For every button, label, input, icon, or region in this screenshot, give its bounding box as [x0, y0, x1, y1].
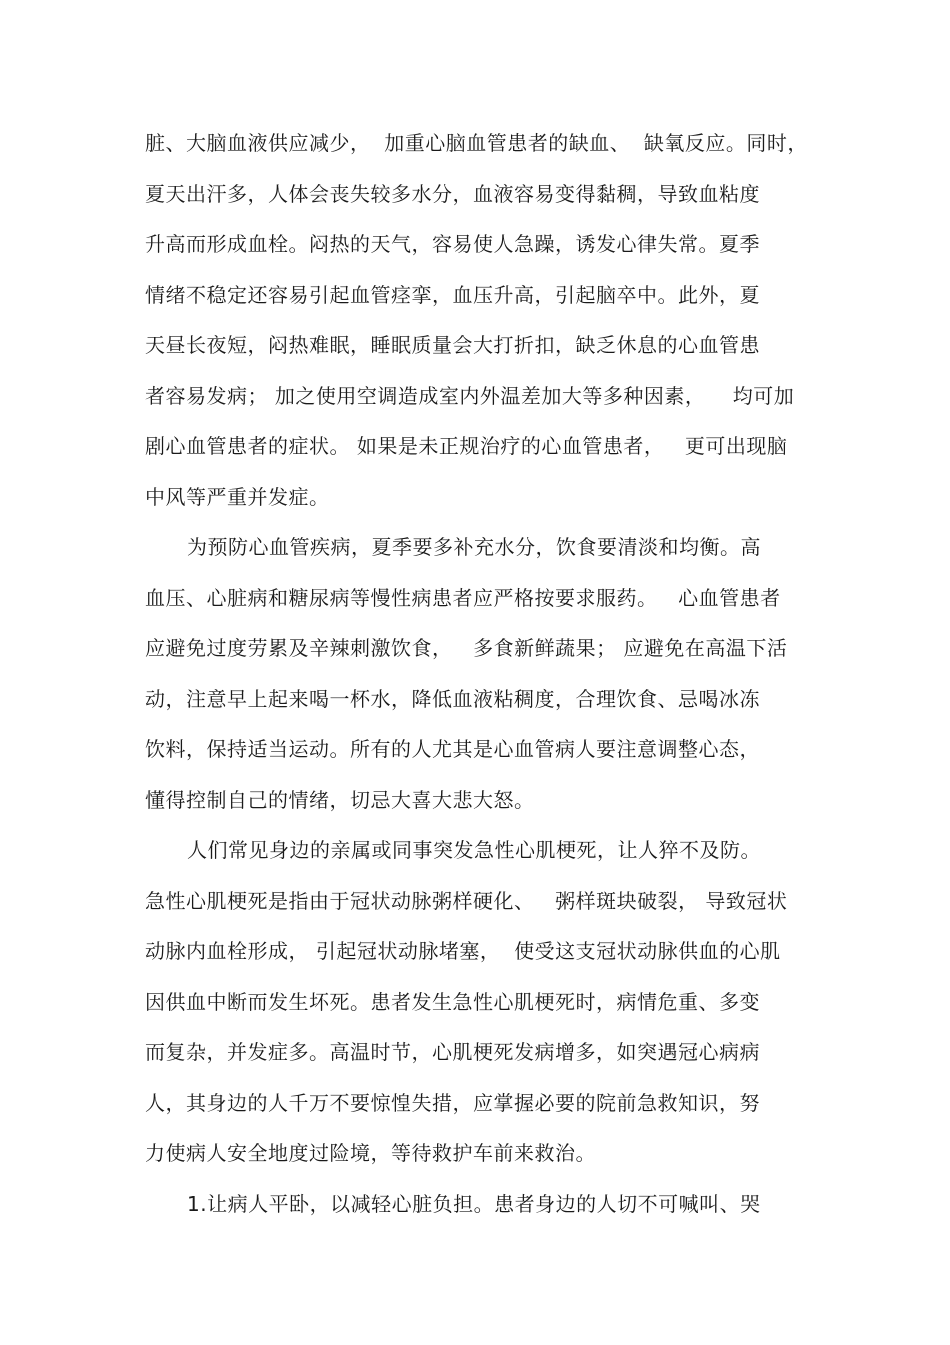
text-line: 夏天出汗多，人体会丧失较多水分，血液容易变得黏稠，导致血粘度 — [145, 181, 760, 206]
text-line: 动，注意早上起来喝一杯水，降低血液粘稠度，合理饮食、忌喝冰冻 — [145, 686, 760, 711]
text-line: 天昼长夜短，闷热难眠，睡眠质量会大打折扣，缺乏休息的心血管患 — [145, 333, 760, 357]
text-line: 饮料，保持适当运动。所有的人尤其是心血管病人要注意调整心态， — [145, 737, 760, 761]
list-item-line: 1.让病人平卧，以减轻心脏负担。患者身边的人切不可喊叫、哭 — [187, 1191, 761, 1216]
text-line: 懂得控制自己的情绪，切忌大喜大悲大怒。 — [145, 787, 535, 812]
text-line: 而复杂，并发症多。高温时节，心肌梗死发病增多，如突遇冠心病病 — [145, 1040, 760, 1064]
text-line: 中风等严重并发症。 — [145, 484, 330, 509]
text-line: 脏、大脑血液供应减少， 加重心脑血管患者的缺血、 缺氧反应。同时， — [145, 131, 808, 155]
body-text — [145, 118, 825, 1229]
text-line: 者容易发病； 加之使用空调造成室内外温差加大等多种因素， 均可加 — [145, 383, 795, 408]
text-line: 力使病人安全地度过险境，等待救护车前来救治。 — [145, 1141, 596, 1165]
text-line: 因供血中断而发生坏死。患者发生急性心肌梗死时，病情危重、多变 — [145, 989, 760, 1014]
text-line: 剧心血管患者的症状。 如果是未正规治疗的心血管患者， 更可出现脑 — [145, 434, 788, 458]
text-line: 应避免过度劳累及辛辣刺激饮食， 多食新鲜蔬果； 应避免在高温下活 — [145, 636, 788, 660]
text-line: 动脉内血栓形成， 引起冠状动脉堵塞， 使受这支冠状动脉供血的心肌 — [145, 939, 781, 963]
paragraph-start-line: 人们常见身边的亲属或同事突发急性心肌梗死，让人猝不及防。 — [187, 838, 761, 862]
paragraph-start-line: 为预防心血管疾病，夏季要多补充水分，饮食要清淡和均衡。高 — [187, 535, 761, 559]
text-line: 升高而形成血栓。闷热的天气，容易使人急躁，诱发心律失常。夏季 — [145, 232, 760, 256]
text-line: 急性心肌梗死是指由于冠状动脉粥样硬化、 粥样斑块破裂， 导致冠状 — [145, 888, 788, 913]
text-line: 情绪不稳定还容易引起血管痉挛，血压升高，引起脑卒中。此外，夏 — [145, 282, 760, 307]
text-line: 血压、心脏病和糖尿病等慢性病患者应严格按要求服药。 心血管患者 — [145, 585, 781, 610]
text-line: 人，其身边的人千万不要惊惶失措，应掌握必要的院前急救知识，努 — [145, 1090, 760, 1115]
